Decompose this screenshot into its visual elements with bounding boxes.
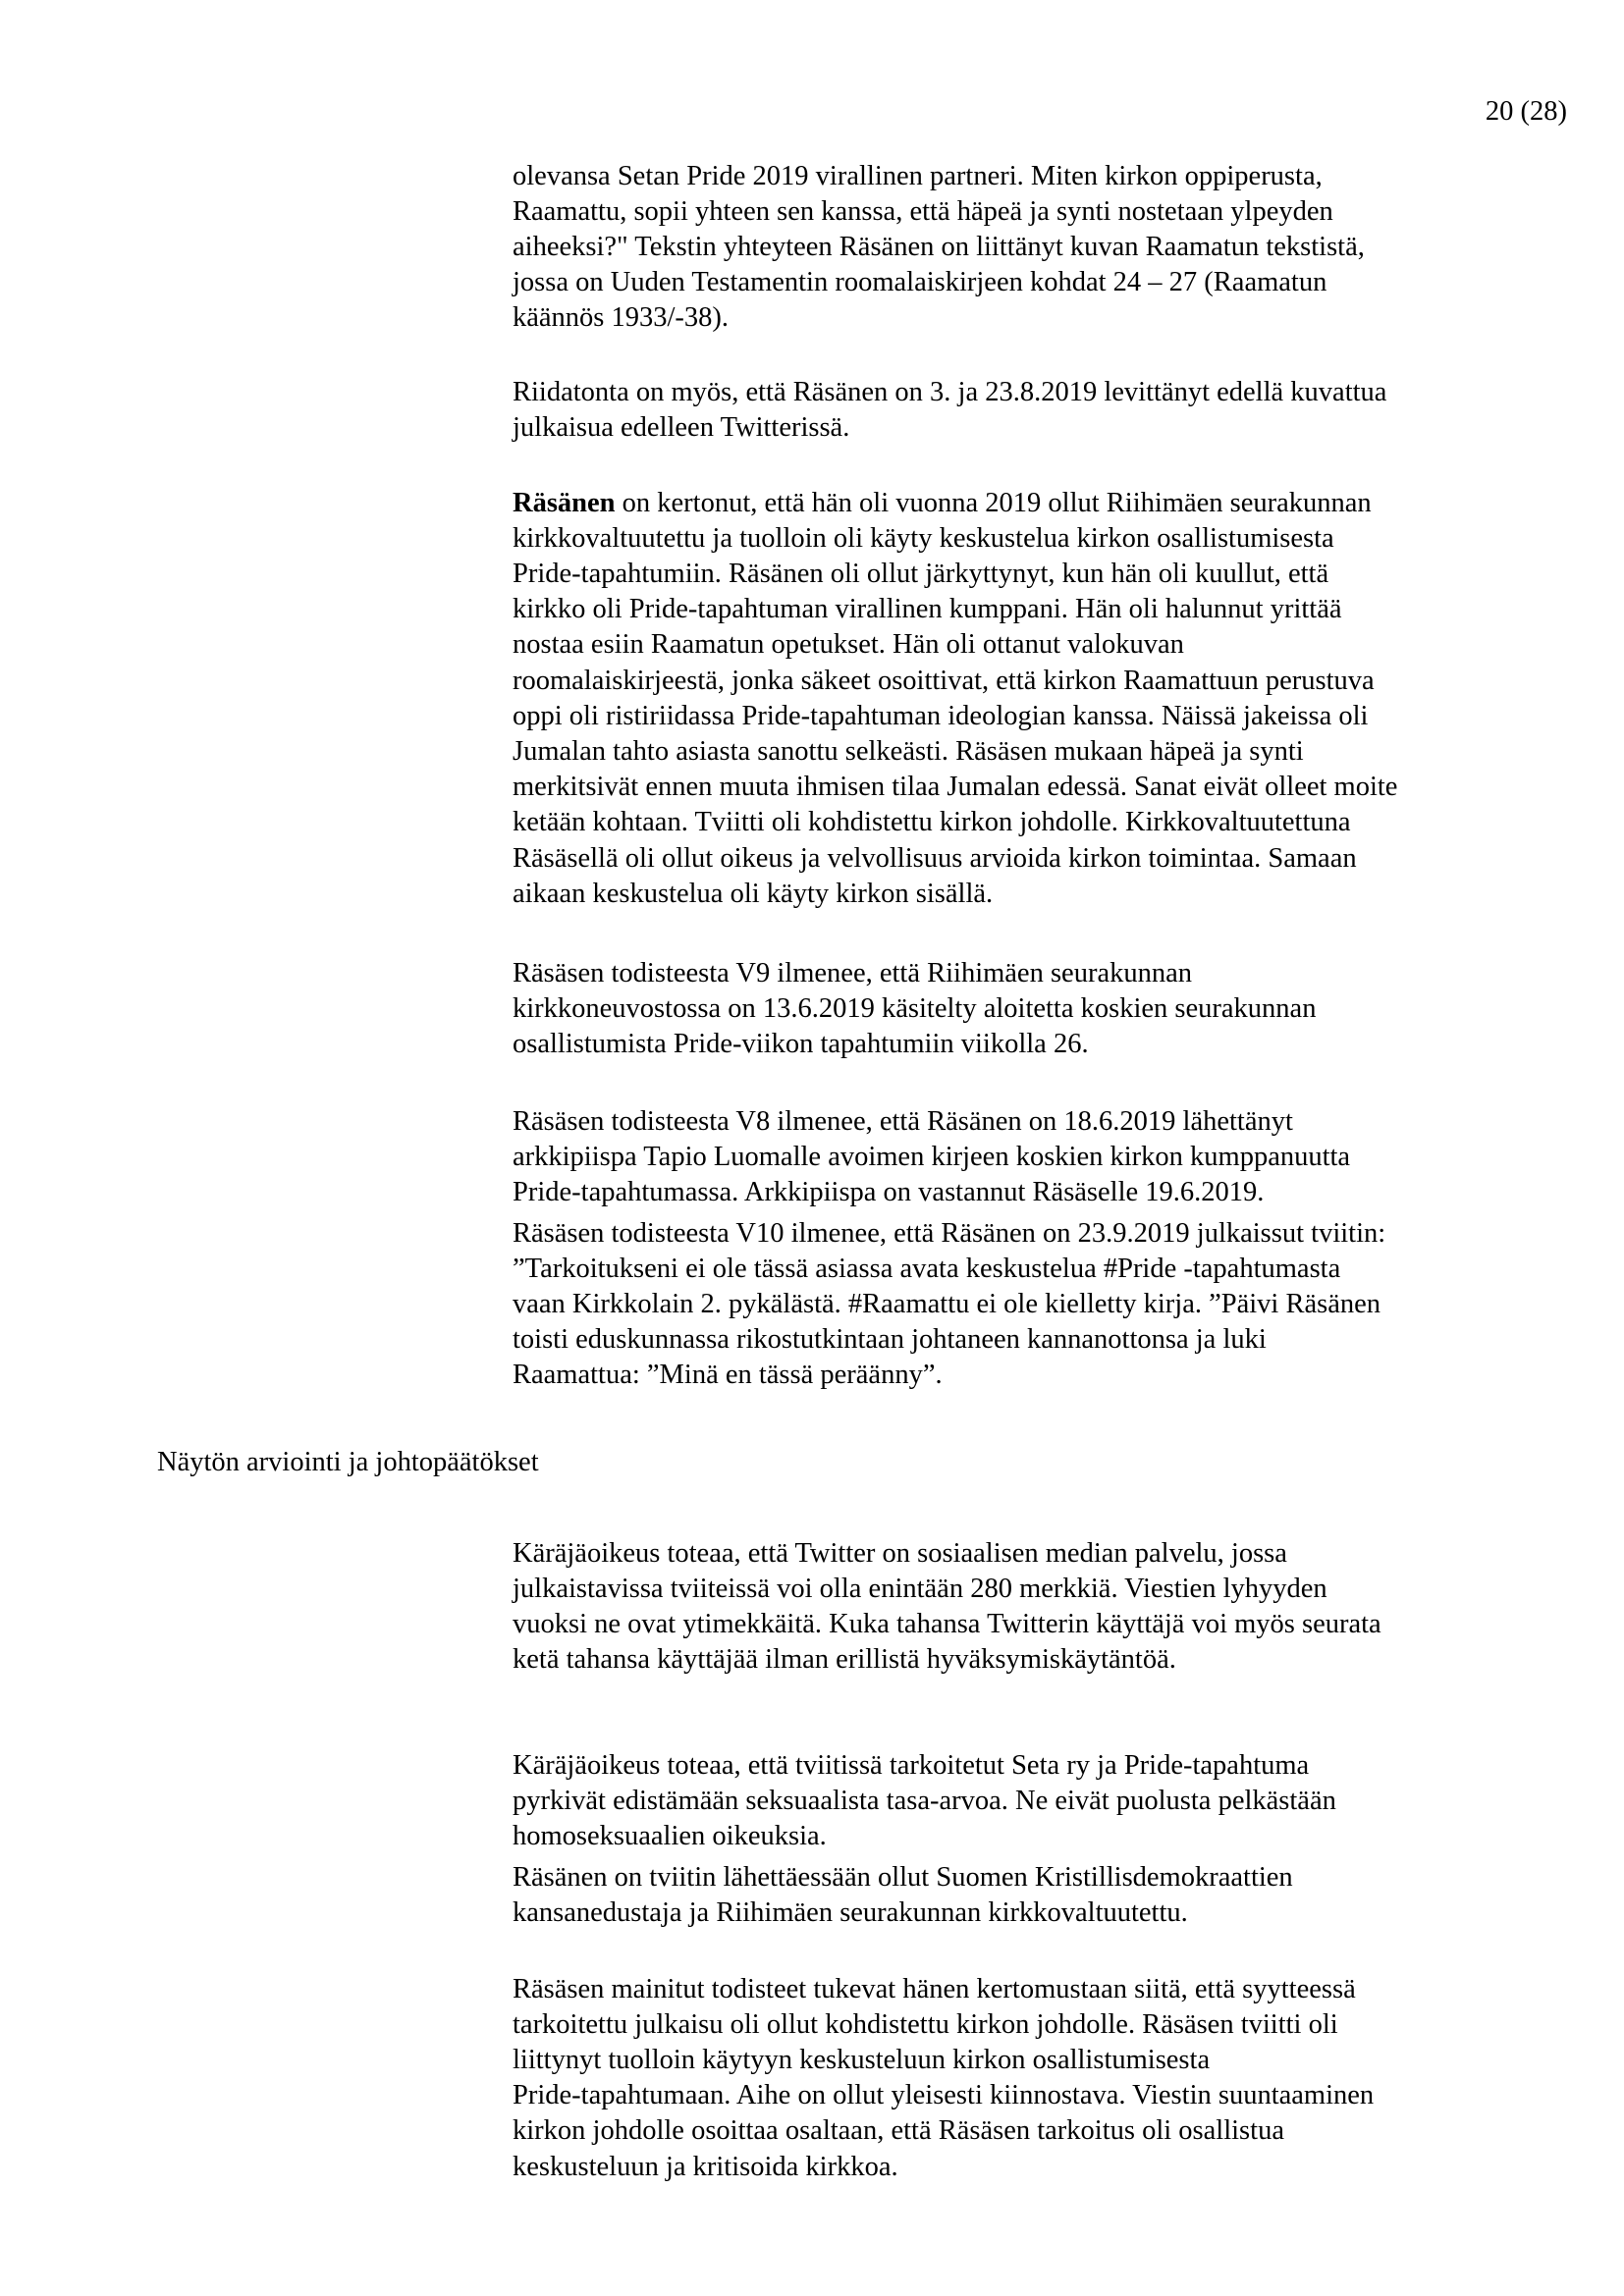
text-line: Räsänen on tviitin lähettäessään ollut Suomen Kristillisdemokraattien [513,1861,1293,1893]
text-line: pyrkivät edistämään seksuaalista tasa-arvoa. Ne eivät puolusta pelkästään [513,1785,1336,1816]
text-line: vuoksi ne ovat ytimekkäitä. Kuka tahansa Twitterin käyttäjä voi myös seurata [513,1608,1381,1639]
text-line: nostaa esiin Raamatun opetukset. Hän oli ottanut valokuvan [513,629,1184,661]
text-line: Räsäsen todisteesta V9 ilmenee, että Riihimäen seurakunnan [513,957,1192,988]
text-line: Raamattua: ”Minä en tässä peräänny”. [513,1360,943,1391]
text-line: julkaistavissa tviiteissä voi olla enintään 280 merkkiä. Viestien lyhyyden [513,1573,1327,1604]
text-line: Käräjäoikeus toteaa, että Twitter on sosiaalisen median palvelu, jossa [513,1537,1287,1569]
paragraph-evidence-v10 [513,1216,1568,1394]
text-line: liittynyt tuolloin käytyyn keskusteluun kirkon osallistumisesta [513,2044,1211,2075]
text-line: Pride-tapahtumiin. Räsänen oli ollut järkyttynyt, kun hän oli kuullut, että [513,558,1329,589]
text-line: ketään kohtaan. Tviitti oli kohdistettu kirkon johdolle. Kirkkovaltuutettuna [513,807,1351,838]
paragraph-twitter-description [513,1536,1568,1679]
paragraph-tweet-description [513,159,1568,337]
paragraph-evidence-v9 [513,956,1568,1063]
paragraph-evidence-v8 [513,1104,1568,1211]
text-line: aikaan keskustelua oli käyty kirkon sisällä. [513,878,994,909]
text-line: Pride-tapahtumassa. Arkkipiispa on vastannut Räsäselle 19.6.2019. [513,1176,1265,1207]
text-line: julkaisua edelleen Twitterissä. [513,411,850,443]
text-line: keskusteluun ja kritisoida kirkkoa. [513,2151,898,2182]
text-line: tarkoitettu julkaisu oli ollut kohdistettu kirkon johdolle. Räsäsen tviitti oli [513,2008,1338,2040]
text-line: Räsäsen mainitut todisteet tukevat hänen kertomustaan siitä, että syytteessä [513,1973,1356,2004]
defendant-name: Räsänen [513,487,616,518]
text-line: homoseksuaalien oikeuksia. [513,1820,827,1851]
text-line: kirkko oli Pride-tapahtuman virallinen kumppani. Hän oli halunnut yrittää [513,594,1342,625]
text-line: toisti eduskunnassa rikostutkintaan johtaneen kannanottonsa ja luki [513,1324,1267,1356]
text-line: kirkon johdolle osoittaa osaltaan, että Räsäsen tarkoitus oli osallistua [513,2115,1284,2147]
text-line: osallistumista Pride-viikon tapahtumiin viikolla 26. [513,1028,1089,1059]
text-line: Riidatonta on myös, että Räsänen on 3. ja 23.8.2019 levittänyt edellä kuvattua [513,376,1387,407]
text-line: kirkkoneuvostossa on 13.6.2019 käsitelty aloitetta koskien seurakunnan [513,992,1317,1024]
text-line: ”Tarkoitukseni ei ole tässä asiassa avata keskustelua #Pride -tapahtumasta [513,1253,1341,1284]
text-line-rest: on kertonut, että hän oli vuonna 2019 ollut Riihimäen seurakunnan [615,487,1372,518]
text-line: jossa on Uuden Testamentin roomalaiskirjeen kohdat 24 – 27 (Raamatun [513,267,1327,298]
paragraph-rasanen-account [513,486,1568,912]
text-line: Räsäsellä oli ollut oikeus ja velvollisuus arvioida kirkon toimintaa. Samaan [513,842,1357,874]
paragraph-rasanen-position [513,1860,1568,1931]
text-line [513,486,1568,521]
text-line: Käräjäoikeus toteaa, että tviitissä tarkoitetut Seta ry ja Pride-tapahtuma [513,1749,1310,1781]
text-line: olevansa Setan Pride 2019 virallinen partneri. Miten kirkon oppiperusta, [513,160,1323,191]
text-line: käännös 1933/-38). [513,302,730,334]
text-line: aiheeksi?" Tekstin yhteyteen Räsänen on liittänyt kuvan Raamatun tekstistä, [513,231,1365,262]
text-line: oppi oli ristiriidassa Pride-tapahtuman ideologian kanssa. Näissä jakeissa oli [513,700,1369,731]
text-line: arkkipiispa Tapio Luomalle avoimen kirjeen koskien kirkon kumppanuutta [513,1141,1351,1172]
text-line: merkitsivät ennen muuta ihmisen tilaa Jumalan edessä. Sanat eivät olleet moite [513,772,1398,803]
text-line: Räsäsen todisteesta V8 ilmenee, että Räsänen on 18.6.2019 lähettänyt [513,1105,1293,1137]
paragraph-seta-pride [513,1748,1568,1855]
text-line: Jumalan tahto asiasta sanottu selkeästi. Räsäsen mukaan häpeä ja synti [513,735,1304,767]
text-line: vaan Kirkkolain 2. pykälästä. #Raamattu ei ole kielletty kirja. ”Päivi Räsänen [513,1288,1381,1319]
text-line: Raamattu, sopii yhteen sen kanssa, että häpeä ja synti nostetaan ylpeyden [513,195,1333,227]
text-line: kansanedustaja ja Riihimäen seurakunnan kirkkovaltuutettu. [513,1896,1188,1928]
page-number: 20 (28) [1485,96,1567,127]
text-line: Pride-tapahtumaan. Aihe on ollut yleisesti kiinnostava. Viestin suuntaaminen [513,2080,1375,2111]
text-line: kirkkovaltuutettu ja tuolloin oli käyty keskustelua kirkon osallistumisesta [513,522,1334,554]
text-line: ketä tahansa käyttäjää ilman erillistä hyväksymiskäytäntöä. [513,1644,1176,1676]
paragraph-evidence-conclusion [513,1972,1568,2185]
paragraph-undisputed-retweets [513,375,1568,446]
text-line: Räsäsen todisteesta V10 ilmenee, että Räsänen on 23.9.2019 julkaissut tviitin: [513,1217,1386,1249]
text-line: roomalaiskirjeestä, jonka säkeet osoittivat, että kirkon Raamattuun perustuva [513,665,1375,696]
section-heading: Näytön arviointi ja johtopäätökset [157,1447,539,1477]
